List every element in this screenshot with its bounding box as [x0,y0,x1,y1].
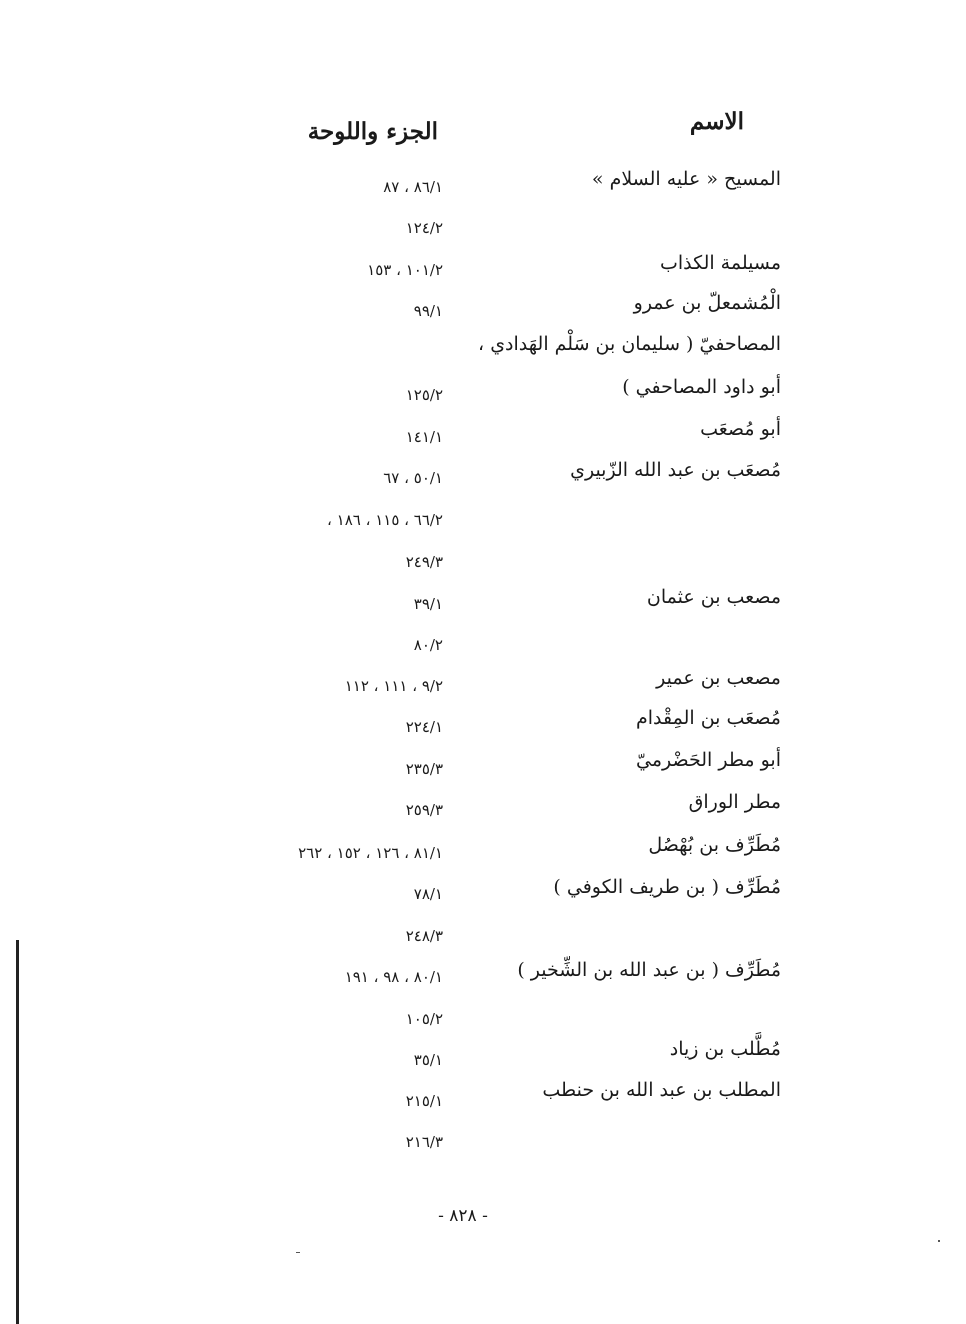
entry-name: مُطَرِّف ( بن طريف الكوفي ) [553,876,781,898]
entry-name: مصعب بن عمير [656,667,781,689]
entry-ref: ٣٥/١ [413,1051,443,1069]
entry-name: أبو داود المصاحفي ) [622,376,781,398]
entry-ref: ١٠١/٢ ، ١٥٣ [367,261,443,279]
entry-name: الْمُشمعلّ بن عمرو [633,292,781,314]
scan-speck [938,1240,940,1242]
entry-ref: ٢٤٩/٣ [405,553,443,571]
entry-ref: ٢١٦/٣ [405,1133,443,1151]
entry-name: مطر الوراق [688,791,781,813]
entry-name: مُطَّلب بن زياد [669,1038,781,1060]
entry-ref: ٨١/١ ، ١٢٦ ، ١٥٢ ، ٢٦٢ [298,844,443,862]
entry-name: المسيح « عليه السلام » [591,168,781,190]
page-number: - ٨٢٨ - [438,1206,488,1226]
entry-name: مُصعَب بن عبد الله الزّبيري [570,459,781,481]
entry-name: مصعب بن عثمان [646,586,781,608]
entry-name: مُطَرِّف ( بن عبد الله بن الشِّخير ) [517,959,781,981]
entry-ref: ٨٦/١ ، ٨٧ [383,178,443,196]
entry-ref: ٨٠/٢ [413,636,443,654]
entry-name: أبو مطر الحَضْرميّ [635,749,781,771]
entry-name: مُطَرِّف بن بُهْصُل [648,834,781,856]
entry-name: أبو مُصعَب [700,418,781,440]
entry-ref: ٢٥٩/٣ [405,801,443,819]
entry-ref: ١٢٤/٢ [405,219,443,237]
entry-name: المطلب بن عبد الله بن حنطب [542,1079,781,1101]
entry-ref: ٢٣٥/٣ [405,760,443,778]
entry-ref: ٢٤٨/٣ [405,927,443,945]
entry-ref: ٩٩/١ [413,302,443,320]
entry-name: مسيلمة الكذاب [659,252,781,274]
entry-ref: ١٠٥/٢ [405,1010,443,1028]
column-header-volume-page: الجزء واللوحة [307,118,438,145]
entry-ref: ١٢٥/٢ [405,386,443,404]
entry-ref: ٨٠/١ ، ٩٨ ، ١٩١ [344,968,443,986]
scan-speck [296,1252,300,1253]
entry-name: المصاحفيّ ( سليمان بن سَلْم الهَدادي ، [478,333,781,355]
entry-ref: ٧٨/١ [413,885,443,903]
entry-ref: ٩/٢ ، ١١١ ، ١١٢ [344,677,443,695]
entry-ref: ٢٢٤/١ [405,718,443,736]
scan-edge-line [16,940,19,1324]
entry-ref: ٢١٥/١ [405,1092,443,1110]
entry-ref: ٣٩/١ [413,595,443,613]
entry-ref: ٦٦/٢ ، ١١٥ ، ١٨٦ ، [327,511,443,529]
entry-ref: ١٤١/١ [405,428,443,446]
entry-name: مُصعَب بن المِقْدام [636,707,781,729]
entry-ref: ٥٠/١ ، ٦٧ [383,469,443,487]
column-header-name: الاسم [689,108,744,135]
